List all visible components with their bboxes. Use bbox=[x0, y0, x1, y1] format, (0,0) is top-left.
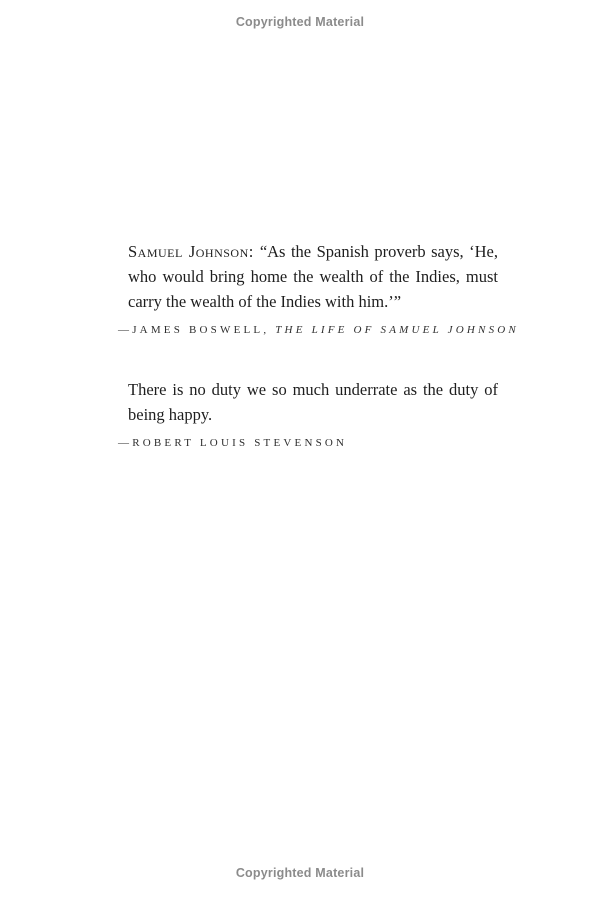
attribution-author: —JAMES BOSWELL, bbox=[118, 324, 276, 336]
quote-body: “As the Spanish proverb says, ‘He, who would bring home the wealth of the Indies, must carry the wealth of the Indies with him.’” bbox=[128, 242, 498, 311]
copyright-notice-top: Copyrighted Material bbox=[235, 15, 365, 29]
quote-attribution bbox=[118, 323, 519, 337]
copyright-notice-bottom: Copyrighted Material bbox=[235, 866, 365, 880]
attribution-source-title: THE LIFE OF SAMUEL JOHNSON bbox=[275, 324, 519, 336]
quote-text bbox=[128, 377, 498, 427]
quote-speaker: Samuel Johnson: bbox=[128, 242, 260, 261]
attribution-author: —ROBERT LOUIS STEVENSON bbox=[118, 437, 348, 449]
epigraph-stevenson bbox=[118, 377, 498, 450]
quote-attribution bbox=[118, 436, 498, 450]
epigraph-johnson bbox=[118, 239, 519, 337]
quote-body: There is no duty we so much underrate as the duty of being happy. bbox=[128, 380, 498, 424]
quote-text bbox=[128, 239, 498, 314]
